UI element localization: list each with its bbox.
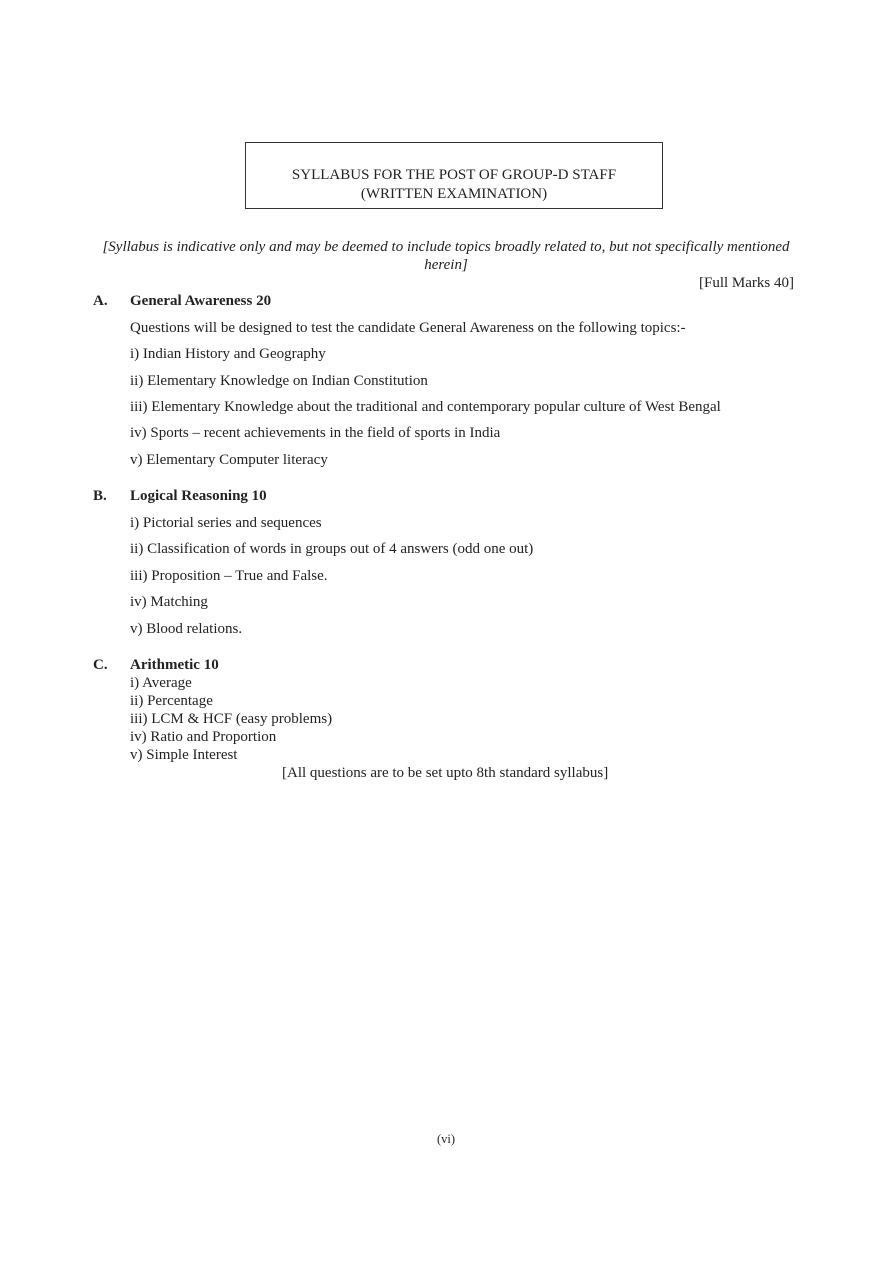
list-item: ii) Percentage: [130, 693, 213, 709]
list-item: iv) Sports – recent achievements in the field of sports in India: [130, 425, 501, 441]
list-item: ii) Classification of words in groups out of 4 answers (odd one out): [130, 541, 534, 557]
list-item: v) Elementary Computer literacy: [130, 452, 328, 468]
list-item: i) Average: [130, 675, 192, 691]
note-line-2: herein]: [424, 257, 468, 273]
note-line-1: [Syllabus is indicative only and may be deemed to include topics broadly related to, but not specifically mentioned: [102, 239, 790, 255]
list-item: ii) Elementary Knowledge on Indian Constitution: [130, 373, 428, 389]
section-intro: Questions will be designed to test the candidate General Awareness on the following topics:-: [130, 320, 686, 336]
list-item: iii) Elementary Knowledge about the traditional and contemporary popular culture of West Bengal: [130, 399, 721, 415]
page-number: (vi): [436, 1132, 456, 1146]
list-item: v) Simple Interest: [130, 747, 238, 763]
list-item: iii) Proposition – True and False.: [130, 568, 328, 584]
footnote: [All questions are to be set upto 8th standard syllabus]: [282, 765, 609, 781]
section-letter: C.: [93, 657, 108, 673]
section-title: Arithmetic 10: [130, 657, 219, 673]
list-item: i) Indian History and Geography: [130, 346, 326, 362]
section-title: General Awareness 20: [130, 293, 272, 309]
full-marks: [Full Marks 40]: [699, 275, 794, 291]
list-item: iv) Ratio and Proportion: [130, 729, 277, 745]
list-item: iii) LCM & HCF (easy problems): [130, 711, 333, 727]
list-item: v) Blood relations.: [130, 621, 243, 637]
list-item: i) Pictorial series and sequences: [130, 515, 322, 531]
section-heading-b: [93, 487, 267, 505]
list-item: iv) Matching: [130, 594, 208, 610]
syllabus-note: [90, 238, 802, 274]
section-heading-a: [93, 292, 271, 310]
title-line-1: SYLLABUS FOR THE POST OF GROUP-D STAFF: [291, 167, 617, 183]
title-line-2: (WRITTEN EXAMINATION): [360, 186, 548, 202]
section-letter: B.: [93, 488, 107, 504]
section-heading-c: [93, 656, 219, 674]
section-letter: A.: [93, 293, 108, 309]
title-box: [245, 142, 663, 209]
section-title: Logical Reasoning 10: [130, 488, 267, 504]
